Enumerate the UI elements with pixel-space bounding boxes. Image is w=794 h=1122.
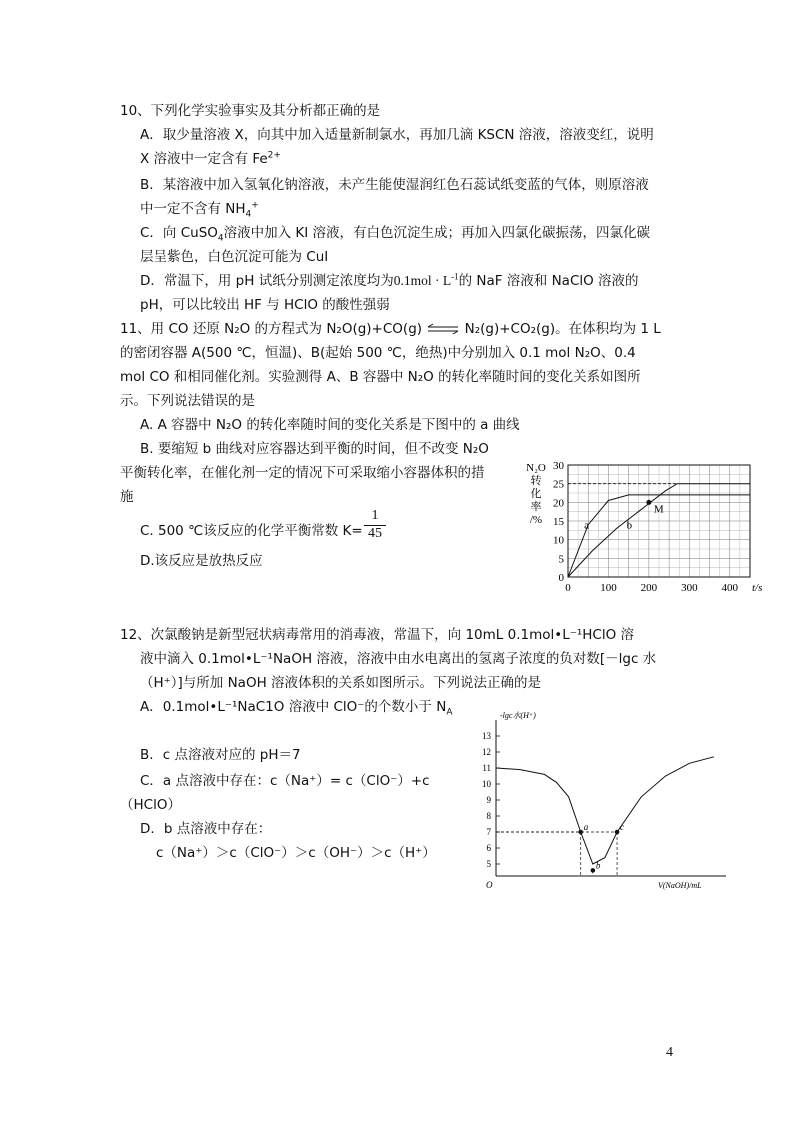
y-tick-label: 5 bbox=[486, 859, 491, 869]
q12-option-c-line1: C．a 点溶液中存在：c（Na⁺）= c（ClO⁻）+c bbox=[140, 773, 430, 789]
y-tick-label: 7 bbox=[486, 827, 491, 837]
y-tick-label: 5 bbox=[558, 553, 564, 566]
y-tick-label: 15 bbox=[553, 516, 564, 528]
fraction-numerator: 1 bbox=[371, 508, 379, 523]
x-tick-label: 100 bbox=[600, 582, 617, 594]
point-b bbox=[591, 868, 596, 873]
y-axis-label-part: 化 bbox=[530, 488, 542, 500]
x-tick-label: 0 bbox=[565, 582, 571, 594]
y-tick-label: 30 bbox=[553, 460, 564, 472]
y-axis-label-part: /% bbox=[529, 514, 543, 526]
q10-stem: 10、下列化学实验事实及其分析都正确的是 bbox=[120, 103, 381, 119]
q10-option-a-line1: A．取少量溶液 X，向其中加入适量新制氯水，再加几滴 KSCN 溶液，溶液变红，说明 bbox=[140, 127, 654, 143]
x-axis-label: t/s bbox=[752, 582, 763, 594]
y-tick-label: 11 bbox=[482, 763, 491, 773]
y-tick-label: 0 bbox=[558, 572, 564, 584]
x-tick-label: 400 bbox=[721, 582, 739, 594]
q10-option-c-line2: 层呈紫色，白色沉淀可能为 CuI bbox=[140, 249, 329, 265]
y-axis-label-part: 率 bbox=[530, 501, 542, 513]
water-ionization-chart bbox=[470, 710, 738, 890]
q12-option-a: A．0.1mol•L⁻¹NaC1O 溶液中 ClO⁻的个数小于 $N_A$ bbox=[140, 699, 453, 718]
x-axis-label: V(NaOH)/mL bbox=[658, 881, 702, 890]
y-tick-label: 6 bbox=[486, 843, 491, 853]
fraction-denominator: 45 bbox=[364, 525, 386, 542]
x-tick-label: 300 bbox=[681, 582, 698, 594]
y-axis-label-part: 转 bbox=[530, 475, 542, 487]
y-tick-label: 12 bbox=[482, 747, 491, 757]
point-c bbox=[615, 830, 620, 835]
q11-option-b-line1: B. 要缩短 b 曲线对应容器达到平衡的时间，但不改变 N₂O bbox=[140, 441, 489, 457]
point-a-label: a bbox=[583, 822, 589, 832]
q11-stem-line1: 11、用 CO 还原 N₂O 的方程式为 N₂O(g)+CO(g) N₂(g)+CO₂(g)。在体积均为 1 L bbox=[120, 321, 661, 337]
q12-option-d-line1: D．b 点溶液中存在： bbox=[140, 821, 272, 837]
titration-curve bbox=[496, 757, 714, 864]
q11-option-b-line3: 施 bbox=[120, 489, 134, 505]
q11-option-c-fraction bbox=[364, 508, 386, 542]
q11-option-c: C. 500 ℃该反应的化学平衡常数 K= bbox=[140, 523, 363, 539]
q11-option-a: A. A 容器中 N₂O 的转化率随时间的变化关系是下图中的 a 曲线 bbox=[140, 417, 520, 433]
q12-option-b: B．c 点溶液对应的 pH＝7 bbox=[140, 747, 301, 763]
y-tick-label: 10 bbox=[482, 779, 491, 789]
q11-stem-line2: 的密闭容器 A(500 ℃，恒温)、B(起始 500 ℃，绝热)中分别加入 0.1 mol N₂O、0.4 bbox=[120, 345, 636, 361]
q11-stem-line3: mol CO 和相同催化剂。实验测得 A、B 容器中 N₂O 的转化率随时间的变化关系如图所 bbox=[120, 369, 641, 385]
equilibrium-arrow-icon bbox=[426, 323, 460, 335]
y-tick-label: 9 bbox=[486, 795, 491, 805]
q11-option-d: D.该反应是放热反应 bbox=[140, 553, 263, 569]
conversion-rate-chart bbox=[518, 455, 768, 595]
point-m-label: M bbox=[653, 503, 664, 516]
q10-option-d-line2: pH，可以比较出 HF 与 HClO 的酸性强弱 bbox=[140, 297, 390, 313]
q10-option-c-line1: C．向 CuSO$_4$溶液中加入 KI 溶液，有白色沉淀生成；再加入四氯化碳振荡，四氯化碳 bbox=[140, 225, 651, 244]
y-axis-label-part: N₂O bbox=[526, 462, 546, 474]
q10-option-b-line2: 中一定不含有 $NH_4^+$ bbox=[140, 200, 259, 220]
point-c-label: c bbox=[620, 822, 625, 832]
point-m bbox=[646, 500, 651, 505]
page-number: 4 bbox=[666, 1045, 673, 1060]
y-tick-label: 13 bbox=[482, 731, 491, 741]
y-tick-label: 20 bbox=[553, 497, 564, 510]
curve-a-label: a bbox=[584, 519, 590, 532]
curve-b-label: b bbox=[626, 519, 633, 532]
q12-stem-line3: （H⁺）]与所加 NaOH 溶液体积的关系如图所示。下列说法正确的是 bbox=[140, 675, 542, 691]
q12-option-c-line2: （HClO） bbox=[120, 797, 181, 813]
y-tick-label: 25 bbox=[553, 478, 564, 491]
x-tick-label: 200 bbox=[640, 582, 658, 594]
q11-stem-line4: 示。下列说法错误的是 bbox=[120, 393, 255, 409]
q12-stem-line1: 12、次氯酸钠是新型冠状病毒常用的消毒液，常温下，向 10mL 0.1mol•L⁻¹HClO 溶 bbox=[120, 627, 635, 643]
q10-option-a-line2: X 溶液中一定含有 $Fe^{2+}$ bbox=[140, 150, 281, 167]
q12-stem-line2: 液中滴入 0.1mol•L⁻¹NaOH 溶液，溶液中由水电离出的氢离子浓度的负对数[－lgc 水 bbox=[140, 651, 657, 667]
q11-option-b-line2: 平衡转化率，在催化剂一定的情况下可采取缩小容器体积的措 bbox=[120, 465, 485, 481]
origin-label: O bbox=[486, 880, 493, 890]
y-tick-label: 8 bbox=[486, 811, 491, 821]
q12-option-d-line2: c（Na⁺）＞c（ClO⁻）＞c（OH⁻）＞c（H⁺） bbox=[156, 845, 436, 861]
point-b-label: b bbox=[595, 860, 601, 871]
q10-option-b-line1: B．某溶液中加入氢氧化钠溶液，未产生能使湿润红色石蕊试纸变蓝的气体，则原溶液 bbox=[140, 177, 649, 193]
q10-option-d-line1: D．常温下，用 pH 试纸分别测定浓度均为$0.1mol \cdot L^{-1}$的 NaF 溶液和 NaClO 溶液的 bbox=[140, 271, 639, 289]
y-axis-label: -lgc水(H⁺) bbox=[500, 711, 536, 720]
y-tick-label: 10 bbox=[553, 534, 564, 547]
